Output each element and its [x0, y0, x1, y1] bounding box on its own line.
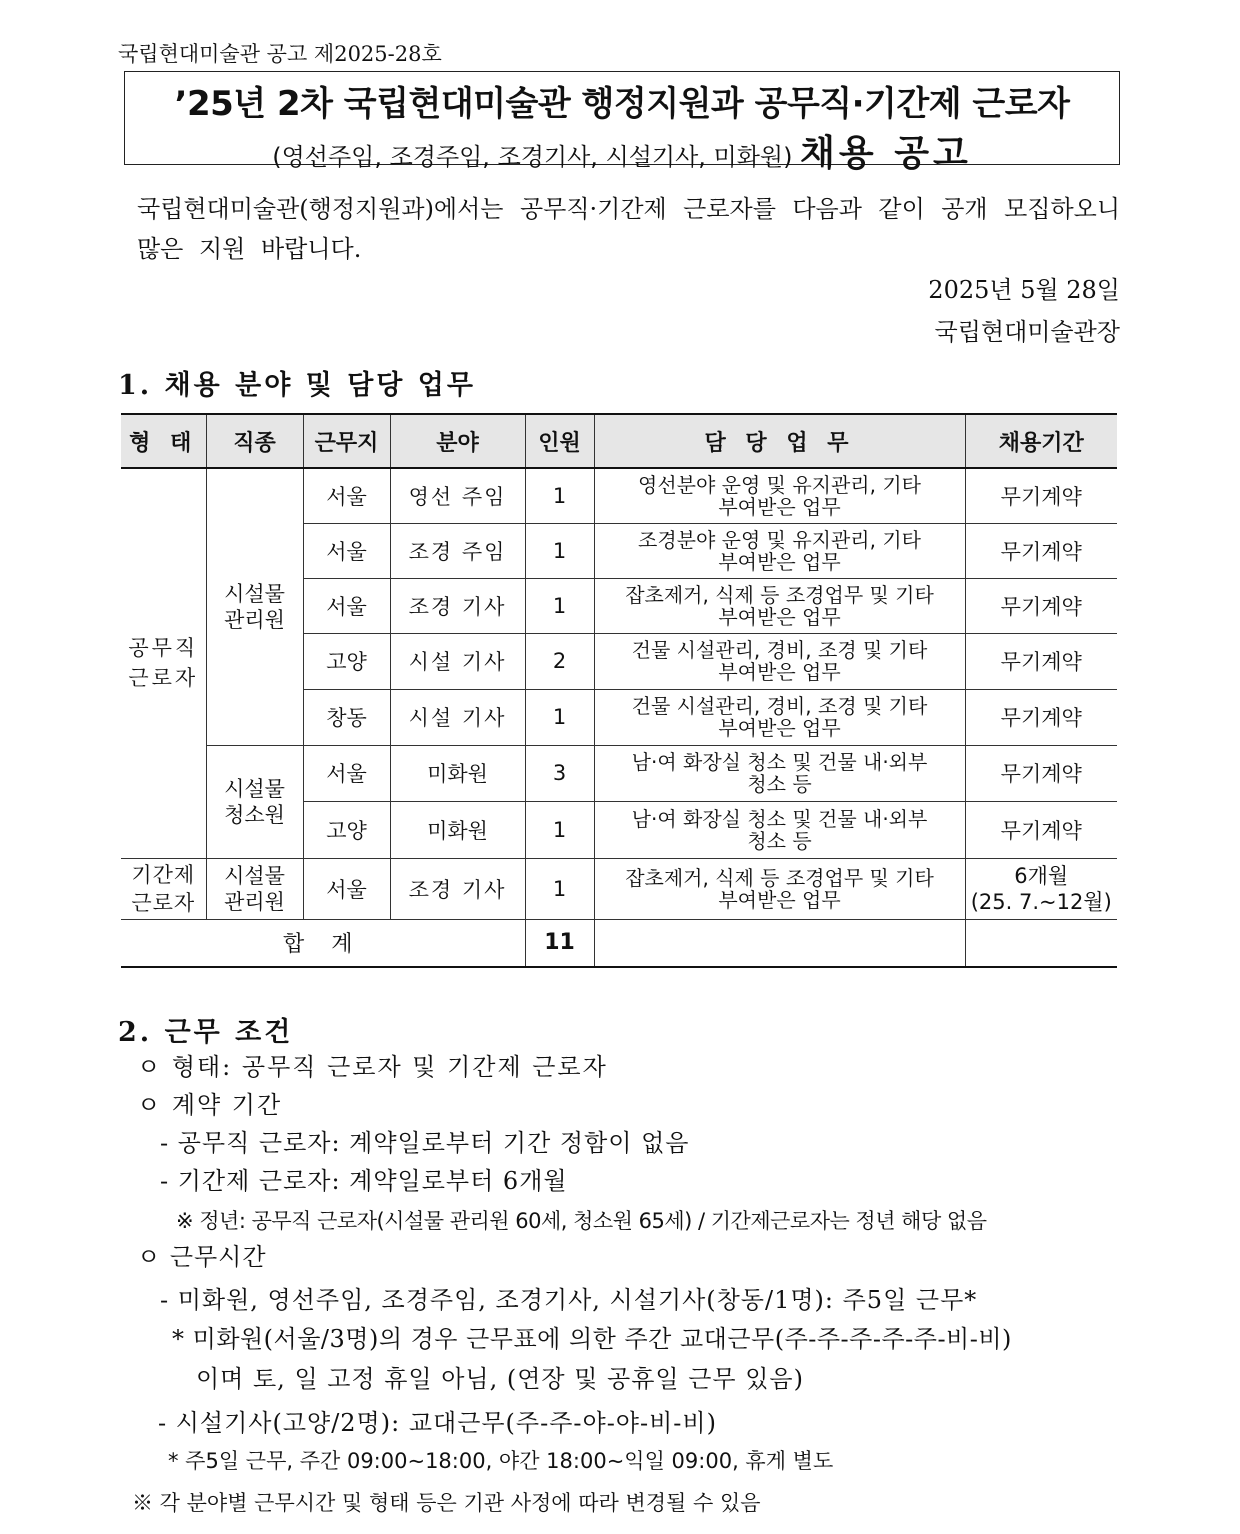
- row-field: 조경 기사: [390, 858, 525, 919]
- row-count: 3: [525, 745, 594, 801]
- job-facility-2: 시설물 관리원: [206, 858, 303, 919]
- row-count: 1: [525, 578, 594, 633]
- job-facility: 시설물 관리원: [206, 468, 303, 745]
- row-count: 2: [525, 633, 594, 689]
- table-row: [121, 745, 1117, 801]
- row-place: 서울: [303, 858, 390, 919]
- header-field: 분야: [390, 414, 525, 468]
- cond-gigan-period: - 기간제 근로자: 계약일로부터 6개월: [160, 1167, 568, 1195]
- header-period: 채용기간: [965, 414, 1117, 468]
- row-period: 6개월 (25. 7.~12월): [965, 858, 1117, 919]
- header-job: 직종: [206, 414, 303, 468]
- row-period: 무기계약: [965, 578, 1117, 633]
- row-period: 무기계약: [965, 468, 1117, 523]
- row-duty: 건물 시설관리, 경비, 조경 및 기타 부여받은 업무: [594, 689, 965, 745]
- sum-empty-period: [965, 919, 1117, 967]
- table-row: [121, 858, 1117, 919]
- cond-retirement-note: ※ 정년: 공무직 근로자(시설물 관리원 60세, 청소원 65세) / 기간제근로자는 정년 해당 없음: [176, 1209, 987, 1233]
- title-line2: [125, 125, 1119, 176]
- type-gongmu: 공무직 근로자: [121, 468, 206, 858]
- cond-work-hours: ㅇ 근무시간: [137, 1243, 267, 1271]
- header-type: 형 태: [121, 414, 206, 468]
- row-field: 영선 주임: [390, 468, 525, 523]
- row-field: 미화원: [390, 745, 525, 801]
- title-box: [124, 71, 1120, 174]
- cond-gongmu-period: - 공무직 근로자: 계약일로부터 기간 정함이 없음: [160, 1129, 690, 1157]
- header-place: 근무지: [303, 414, 390, 468]
- header-count: 인원: [525, 414, 594, 468]
- cond-hours-note1: * 미화원(서울/3명)의 경우 근무표에 의한 주간 교대근무(주-주-주-주-주-비-비): [172, 1325, 1012, 1353]
- row-count: 1: [525, 689, 594, 745]
- row-duty: 잡초제거, 식제 등 조경업무 및 기타 부여받은 업무: [594, 858, 965, 919]
- section1-title: 1. 채용 분야 및 담당 업무: [118, 370, 476, 401]
- cond-hours-note2: 이며 토, 일 고정 휴일 아님, (연장 및 공휴일 근무 있음): [196, 1365, 804, 1393]
- cond-hours-line2: - 시설기사(고양/2명): 교대근무(주-주-야-야-비-비): [158, 1409, 717, 1437]
- table-row: [121, 468, 1117, 523]
- job-cleaning: 시설물 청소원: [206, 745, 303, 858]
- row-count: 1: [525, 468, 594, 523]
- row-period: 무기계약: [965, 745, 1117, 801]
- row-period: 무기계약: [965, 801, 1117, 858]
- signer: 국립현대미술관장: [934, 318, 1120, 346]
- row-field: 조경 주임: [390, 523, 525, 578]
- section2-title: 2. 근무 조건: [118, 1017, 294, 1048]
- table-sum-row: [121, 919, 1117, 967]
- row-duty: 영선분야 운영 및 유지관리, 기타 부여받은 업무: [594, 468, 965, 523]
- title-recruitment: 채용 공고: [800, 133, 972, 174]
- row-place: 창동: [303, 689, 390, 745]
- row-duty: 조경분야 운영 및 유지관리, 기타 부여받은 업무: [594, 523, 965, 578]
- row-duty: 잡초제거, 식제 등 조경업무 및 기타 부여받은 업무: [594, 578, 965, 633]
- row-place: 고양: [303, 633, 390, 689]
- table-header-row: [121, 414, 1117, 468]
- row-place: 서울: [303, 523, 390, 578]
- row-field: 시설 기사: [390, 633, 525, 689]
- sum-empty-duty: [594, 919, 965, 967]
- row-duty: 남·여 화장실 청소 및 건물 내·외부 청소 등: [594, 745, 965, 801]
- title-line1: ’25년 2차 국립현대미술관 행정지원과 공무직·기간제 근로자: [174, 84, 1070, 124]
- row-field: 시설 기사: [390, 689, 525, 745]
- cond-change-note: ※ 각 분야별 근무시간 및 형태 등은 기관 사정에 따라 변경될 수 있음: [132, 1491, 761, 1515]
- title-positions: (영선주임, 조경주임, 조경기사, 시설기사, 미화원): [272, 143, 793, 171]
- cond-hours-line1: - 미화원, 영선주임, 조경주임, 조경기사, 시설기사(창동/1명): 주5일 근무*: [160, 1286, 978, 1314]
- row-place: 고양: [303, 801, 390, 858]
- row-field: 조경 기사: [390, 578, 525, 633]
- intro-paragraph: 국립현대미술관(행정지원과)에서는 공무직·기간제 근로자를 다음과 같이 공개 모집하오니 많은 지원 바랍니다.: [137, 195, 1120, 263]
- row-count: 1: [525, 858, 594, 919]
- row-place: 서울: [303, 578, 390, 633]
- sum-value: 11: [525, 919, 594, 967]
- row-period: 무기계약: [965, 633, 1117, 689]
- row-duty: 건물 시설관리, 경비, 조경 및 기타 부여받은 업무: [594, 633, 965, 689]
- sum-label: 합 계: [121, 919, 525, 967]
- cond-shift-note: * 주5일 근무, 주간 09:00∼18:00, 야간 18:00∼익일 09:00, 휴게 별도: [168, 1449, 834, 1473]
- row-place: 서울: [303, 468, 390, 523]
- row-count: 1: [525, 523, 594, 578]
- row-period: 무기계약: [965, 689, 1117, 745]
- notice-number: 국립현대미술관 공고 제2025-28호: [118, 42, 442, 66]
- row-field: 미화원: [390, 801, 525, 858]
- row-period: 무기계약: [965, 523, 1117, 578]
- row-duty: 남·여 화장실 청소 및 건물 내·외부 청소 등: [594, 801, 965, 858]
- header-duty: 담 당 업 무: [594, 414, 965, 468]
- cond-contract-period: ㅇ 계약 기간: [137, 1091, 283, 1119]
- type-gigan: 기간제 근로자: [121, 858, 206, 919]
- row-place: 서울: [303, 745, 390, 801]
- row-count: 1: [525, 801, 594, 858]
- notice-date: 2025년 5월 28일: [928, 276, 1120, 304]
- cond-type: ㅇ 형태: 공무직 근로자 및 기간제 근로자: [137, 1053, 608, 1081]
- recruitment-table: [121, 413, 1117, 968]
